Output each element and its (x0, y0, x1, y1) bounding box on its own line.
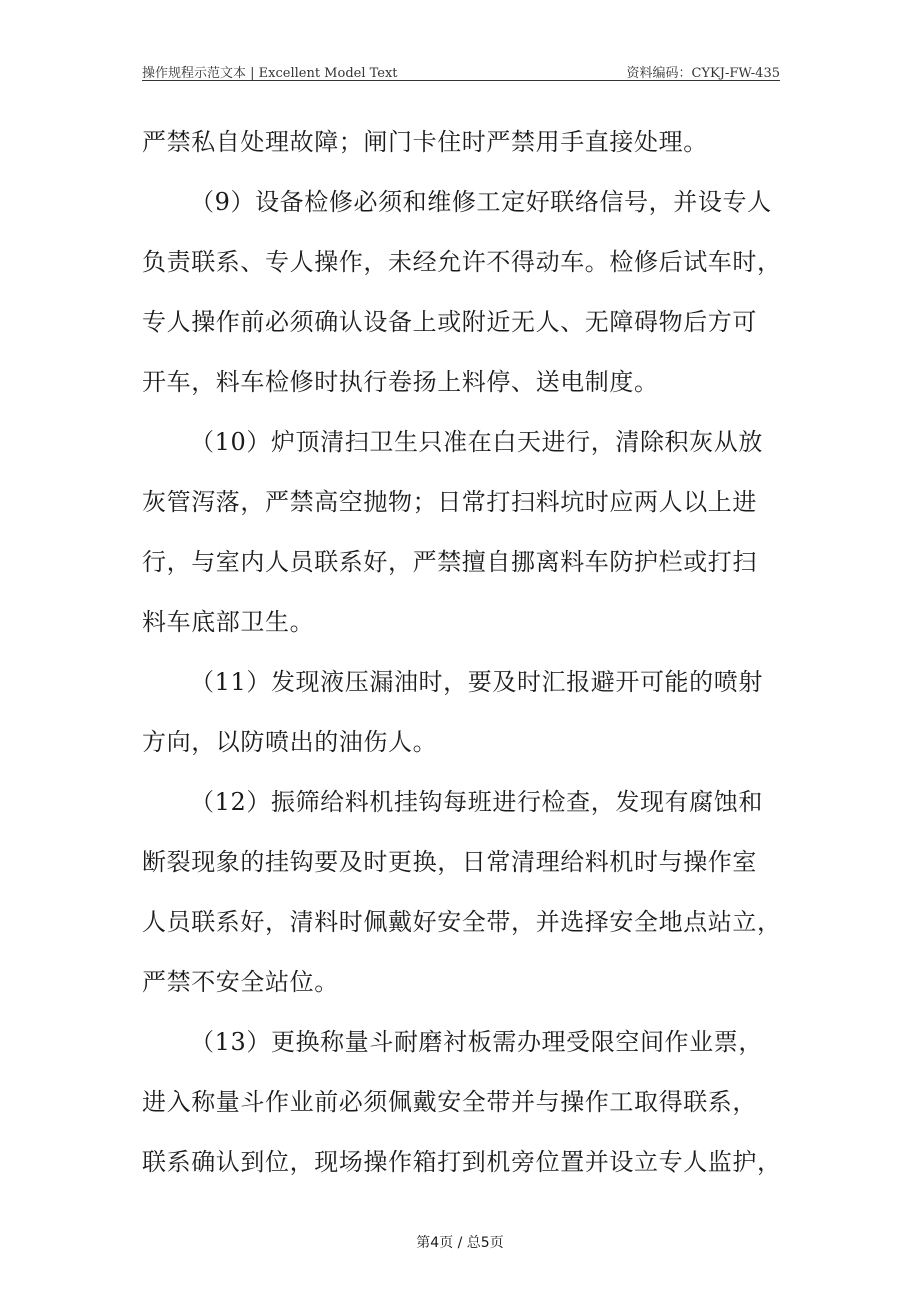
text-line: 断裂现象的挂钩要及时更换，日常清理给料机时与操作室 (142, 848, 757, 876)
text-line: 专人操作前必须确认设备上或附近无人、无障碍物后方可 (142, 308, 757, 336)
page-header (142, 58, 780, 81)
text-line: 负责联系、专人操作，未经允许不得动车。检修后试车时， (142, 248, 782, 276)
text-line: 严禁私自处理故障；闸门卡住时严禁用手直接处理。 (142, 128, 708, 156)
text-line: （13）更换称量斗耐磨衬板需办理受限空间作业票， (190, 1028, 763, 1056)
text-line: （11）发现液压漏油时，要及时汇报避开可能的喷射 (190, 668, 763, 696)
page-number: 第4页 / 总5页 (416, 1235, 504, 1251)
text-line: 行，与室内人员联系好，严禁擅自挪离料车防护栏或打扫 (142, 548, 757, 576)
text-line: 严禁不安全站位。 (142, 968, 339, 996)
header-doc-code: 资料编码：CYKJ-FW-435 (626, 66, 780, 81)
document-body (142, 112, 782, 1192)
text-line: （12）振筛给料机挂钩每班进行检查，发现有腐蚀和 (190, 788, 763, 816)
text-line: 方向，以防喷出的油伤人。 (142, 728, 438, 756)
text-line: （9）设备检修必须和维修工定好联络信号，并设专人 (190, 188, 772, 216)
text-line: （10）炉顶清扫卫生只准在白天进行，清除积灰从放 (190, 428, 763, 456)
header-doc-title: 操作规程示范文本 | Excellent Model Text (142, 66, 398, 81)
text-line: 进入称量斗作业前必须佩戴安全带并与操作工取得联系， (142, 1088, 757, 1116)
text-line: 灰管泻落，严禁高空抛物；日常打扫料坑时应两人以上进 (142, 488, 757, 516)
text-line: 开车，料车检修时执行卷扬上料停、送电制度。 (142, 368, 659, 396)
text-line: 人员联系好，清料时佩戴好安全带，并选择安全地点站立， (142, 908, 782, 936)
text-line: 联系确认到位，现场操作箱打到机旁位置并设立专人监护， (142, 1148, 782, 1176)
text-line: 料车底部卫生。 (142, 608, 315, 636)
